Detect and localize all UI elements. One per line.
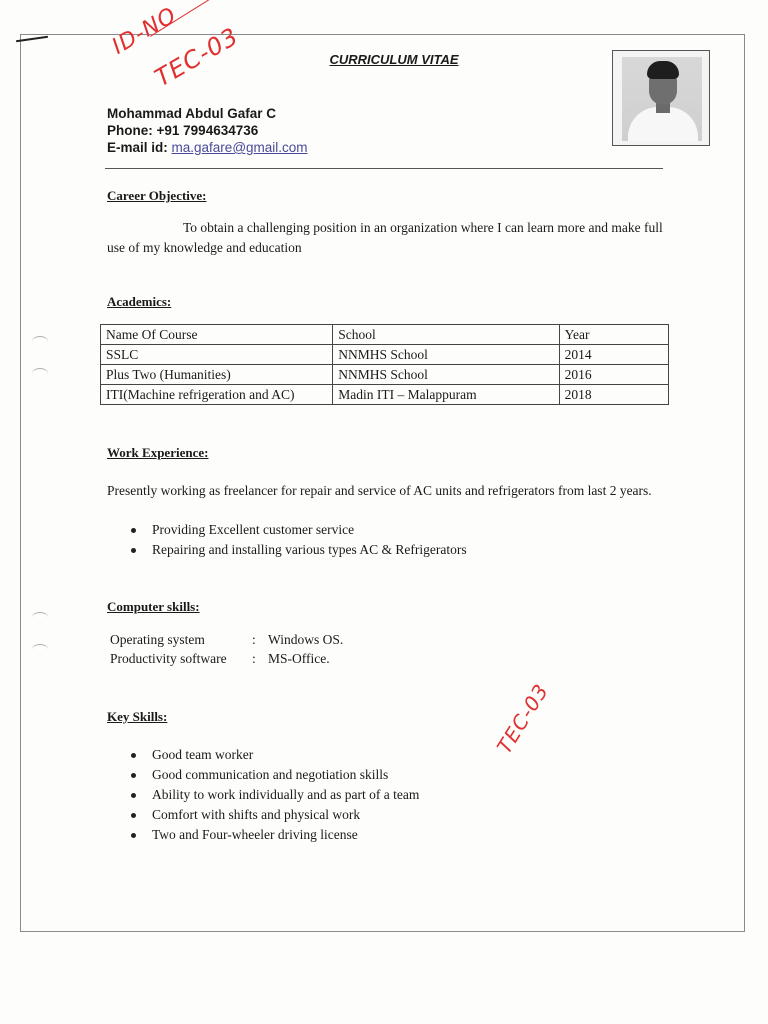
work-experience-heading: Work Experience: (107, 445, 209, 460)
computer-skills-heading: Computer skills: (107, 599, 200, 614)
handwritten-id-note: ID-NO (108, 2, 182, 60)
work-experience-list (128, 520, 467, 560)
list-item: Providing Excellent customer service (128, 520, 467, 540)
skill-separator: : (252, 632, 256, 647)
applicant-name: Mohammad Abdul Gafar C (107, 106, 277, 121)
table-row (101, 365, 669, 385)
phone-label: Phone: (107, 123, 153, 138)
skill-row (110, 649, 343, 668)
school-cell: NNMHS School (333, 365, 559, 385)
work-experience-text: Presently working as freelancer for repair and service of AC units and refrigerators from last 2 years. (107, 483, 652, 498)
course-cell: Plus Two (Humanities) (101, 365, 333, 385)
year-cell: 2014 (559, 345, 668, 365)
handwritten-tec-top: TEC-03 (150, 22, 244, 93)
phone-number: +91 7994634736 (156, 123, 259, 138)
punch-hole (32, 336, 48, 347)
skill-label: Operating system (110, 632, 205, 647)
phone-line (107, 122, 308, 139)
skill-value: MS-Office. (268, 651, 330, 666)
header-divider (105, 168, 663, 169)
skill-label: Productivity software (110, 651, 227, 666)
career-objective-text: To obtain a challenging position in an organization where I can learn more and make full use of my knowledge and education (107, 220, 663, 255)
list-item: Repairing and installing various types AC & Refrigerators (128, 540, 467, 560)
academics-table (100, 324, 669, 405)
email-label: E-mail id: (107, 140, 168, 155)
photo-image (622, 57, 702, 141)
column-header: Name Of Course (101, 325, 333, 345)
skill-value: Windows OS. (268, 632, 344, 647)
table-header-row (101, 325, 669, 345)
punch-hole (32, 368, 48, 379)
school-cell: Madin ITI – Malappuram (333, 385, 559, 405)
document-title: CURRICULUM VITAE (329, 52, 459, 67)
table-row (101, 385, 669, 405)
photo-hair (647, 61, 679, 79)
handwritten-tec-middle: TEC-03 (492, 679, 554, 758)
column-header: School (333, 325, 559, 345)
career-objective-heading: Career Objective: (107, 188, 207, 203)
punch-hole (32, 612, 48, 623)
key-skills-heading: Key Skills: (107, 709, 168, 724)
column-header: Year (559, 325, 668, 345)
email-line (107, 139, 308, 156)
list-item: Comfort with shifts and physical work (128, 805, 419, 825)
course-cell: SSLC (101, 345, 333, 365)
list-item: Two and Four-wheeler driving license (128, 825, 419, 845)
list-item: Good team worker (128, 745, 419, 765)
year-cell: 2018 (559, 385, 668, 405)
list-item: Good communication and negotiation skills (128, 765, 419, 785)
applicant-photo (612, 50, 710, 146)
email-link[interactable]: ma.gafare@gmail.com (171, 140, 308, 155)
year-cell: 2016 (559, 365, 668, 385)
course-cell: ITI(Machine refrigeration and AC) (101, 385, 333, 405)
skill-separator: : (252, 651, 256, 666)
punch-hole (32, 644, 48, 655)
key-skills-list (128, 745, 419, 845)
computer-skills-grid (110, 630, 343, 668)
table-row (101, 345, 669, 365)
skill-row (110, 630, 343, 649)
academics-heading: Academics: (107, 294, 172, 309)
contact-block (107, 105, 308, 156)
list-item: Ability to work individually and as part of a team (128, 785, 419, 805)
school-cell: NNMHS School (333, 345, 559, 365)
